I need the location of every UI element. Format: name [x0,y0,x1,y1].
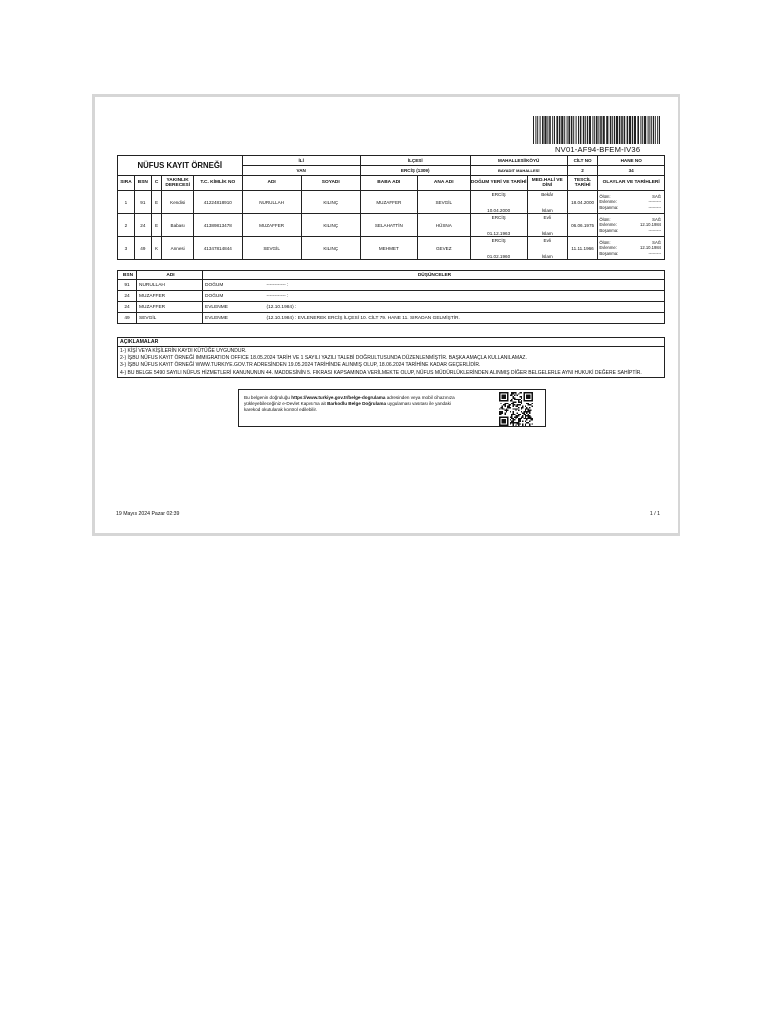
cell-c: E [151,191,162,214]
table-row [118,214,665,237]
header-il: İLİ [242,156,360,166]
note-aciklama: ------------ : [265,291,665,302]
document-page [95,97,678,533]
medeni-hal: Evli [543,237,551,243]
value-evlenme: 12.10.1984 [640,245,661,251]
explanations-box [117,337,665,378]
note-olay: EVLENME [203,302,265,313]
verify-text-part: Bu belgenin doğruluğu [244,395,292,400]
dogum-yeri: ERCİŞ [491,237,506,243]
note-olay: EVLENME [203,313,265,324]
label-olum: Ölüm: [599,239,611,245]
list-item [118,291,665,302]
col-tescil: TESCİL TARİHİ [567,176,598,191]
explanation-line: 4-) BU BELGE 5490 SAYILI NÜFUS HİZMETLERİ KANUNUNUN 44. MADDESİNİN 5. FIKRASI KAPSAMINDA VERİLMEKTE OLUP, NÜFUS MÜDÜRLÜKLERİNDEN ALINMIŞ DİĞER BELGELERLE AYNI HUKUKİ DEĞERE SAHİPTİR. [120,369,642,376]
note-aciklama: (12.10.1984) : [265,302,665,313]
cell-soyadi: KILINÇ [301,237,360,260]
col-baba: BABA ADI [360,176,417,191]
cell-olaylar [598,191,665,214]
value-bosanma: --------- [648,227,661,233]
explanation-line: 3-) İŞBU NÜFUS KAYIT ÖRNEĞİ WWW.TURKIYE.GOV.TR ADRESİNDEN 19.05.2024 TARİHİNDE ALINMIŞ OLUP, 18.06.2024 TARİHİNE KADAR GEÇERLİDİR. [120,362,481,369]
col-yakinlik: YAKINLIK DERECESİ [162,176,194,191]
header-ilce: İLÇESİ [360,156,470,166]
value-bosanma: --------- [648,250,661,256]
note-olay: DOĞUM [203,280,265,291]
value-evlenme: --------- [648,199,661,205]
cell-medhal [527,191,567,214]
col-adi: ADI [242,176,301,191]
label-bosanma: Boşanma: [599,204,619,210]
col-ana: ANA ADI [417,176,470,191]
list-item [118,280,665,291]
note-adi: SEVGİL [137,313,203,324]
verification-box [238,389,546,427]
cell-tc: 41347814844 [194,237,243,260]
cell-ana: SEVGİL [417,191,470,214]
cell-yakinlik: Kendisi [162,191,194,214]
note-bsn: 24 [118,302,137,313]
label-evlenme: Evlenme: [599,199,617,205]
label-bosanma: Boşanma: [599,227,619,233]
table-row [118,191,665,214]
note-adi: NURULLAH [137,280,203,291]
din: İslam [541,253,553,259]
cell-sira: 3 [118,237,135,260]
dogum-tarihi: 01.02.1960 [487,253,511,259]
note-adi: MUZAFFER [137,291,203,302]
notes-col-adi: ADI [137,271,203,280]
cell-dogum [470,191,527,214]
note-bsn: 24 [118,291,137,302]
barcode-image [533,116,661,144]
col-medhal: MED.HALİ VE DİNİ [527,176,567,191]
dogum-yeri: ERCİŞ [491,191,506,197]
cell-yakinlik: Babası [162,214,194,237]
cell-tescil: 18.04.2000 [567,191,598,214]
value-olum: SAĞ [652,193,661,199]
cell-soyadi: KILINÇ [301,191,360,214]
verify-text-part: adresinden veya mobil cihazınıza yükleyebileceğiniz e-Devlet Kapısı'na ait [244,395,455,407]
header-hane: HANE NO [598,156,665,166]
cell-adi: SEVGİL [242,237,301,260]
verification-link[interactable]: https://www.turkiye.gov.tr/belge-dogrulama [291,395,386,400]
cell-ana: HÜSNA [417,214,470,237]
value-mahalle: BAYADIT MAHALLESİ [470,166,567,176]
cell-tescil: 11.11.1966 [567,237,598,260]
dogum-yeri: ERCİŞ [491,214,506,220]
notes-col-dusunceler: DÜŞÜNCELER [203,271,665,280]
label-olum: Ölüm: [599,193,611,199]
header-mahalle: MAHALLESİ/KÖYÜ [470,156,567,166]
header-cilt: CİLT NO [567,156,598,166]
value-evlenme: 12.10.1984 [640,222,661,228]
col-tc: T.C. KİMLİK NO [194,176,243,191]
cell-adi: MUZAFFER [242,214,301,237]
barcode-number: NV01-AF94-BFEM-IV36 [555,145,641,154]
cell-c: K [151,237,162,260]
cell-tc: 41224818910 [194,191,243,214]
list-item [118,302,665,313]
label-evlenme: Evlenme: [599,245,617,251]
value-bosanma: --------- [648,204,661,210]
note-adi: MUZAFFER [137,302,203,313]
cell-olaylar [598,237,665,260]
cell-bsn: 91 [134,191,151,214]
cell-olaylar [598,214,665,237]
note-bsn: 49 [118,313,137,324]
note-bsn: 91 [118,280,137,291]
list-item [118,313,665,324]
din: İslam [541,207,553,213]
medeni-hal: Bekâr [541,191,554,197]
verification-app-name: Barkodlu Belge Doğrulama [327,401,387,407]
cell-dogum [470,214,527,237]
cell-sira: 1 [118,191,135,214]
cell-medhal [527,214,567,237]
din: İslam [541,230,553,236]
verification-text [244,395,464,414]
registry-table [117,155,665,260]
cell-bsn: 24 [134,214,151,237]
note-aciklama: (12.10.1984) : EVLENEREK ERCİŞ İLÇESİ 10. CİLT 79. HANE 11. SIRADAN GELMİŞTİR. [265,313,665,324]
verify-text-part: uygulaması vasıtası ile yandaki karekod okutularak kontrol edilebilir. [244,401,451,413]
cell-dogum [470,237,527,260]
value-olum: SAĞ [652,239,661,245]
document-title: NÜFUS KAYIT ÖRNEĞİ [118,156,243,176]
qr-code-icon [499,392,533,426]
cell-baba: MEHMET [360,237,417,260]
cell-tescil: 06.06.1975 [567,214,598,237]
cell-baba: SELAHATTİN [360,214,417,237]
col-c: C [151,176,162,191]
print-date: 19 Mayıs 2024 Pazar 02:39 [116,511,180,517]
label-bosanma: Boşanma: [599,250,619,256]
col-bsn: BSN [134,176,151,191]
note-olay: DOĞUM [203,291,265,302]
value-olum: SAĞ [652,216,661,222]
cell-bsn: 49 [134,237,151,260]
col-olaylar: OLAYLAR VE TARİHLERİ [598,176,665,191]
dogum-tarihi: 10.04.2000 [487,207,511,213]
cell-medhal [527,237,567,260]
cell-yakinlik: Annesi [162,237,194,260]
table-row [118,237,665,260]
label-olum: Ölüm: [599,216,611,222]
label-evlenme: Evlenme: [599,222,617,228]
value-ilce: ERCİŞ (1309) [360,166,470,176]
cell-soyadi: KILINÇ [301,214,360,237]
explanation-line: 2-) İŞBU NÜFUS KAYIT ÖRNEĞİ IMMIGRATION OFFICE 18.05.2024 TARİH VE 1 SAYILI YAZILI TALEBİ DOĞRULTUSUNDA DÜZENLENMİŞTİR. BAŞKA AMAÇLA KULLANILAMAZ. [120,354,527,361]
remarks-table [117,270,665,324]
col-soyadi: SOYADI [301,176,360,191]
cell-tc: 41389813478 [194,214,243,237]
value-hane: 34 [598,166,665,176]
explanations-title: AÇIKLAMALAR [118,338,664,347]
cell-sira: 2 [118,214,135,237]
dogum-tarihi: 01.12.1963 [487,230,511,236]
medeni-hal: Evli [543,214,551,220]
page-number: 1 / 1 [649,511,660,517]
cell-adi: NURULLAH [242,191,301,214]
cell-c: E [151,214,162,237]
col-sira: SIRA [118,176,135,191]
explanation-line: 1-) KİŞİ VEYA KİŞİLERİN KAYDI KÜTÜĞE UYGUNDUR. [120,347,247,354]
note-aciklama: ------------ : [265,280,665,291]
col-dogum: DOĞUM YERİ VE TARİHİ [470,176,527,191]
cell-baba: MUZAFFER [360,191,417,214]
cell-ana: GEVEZ [417,237,470,260]
value-cilt: 2 [567,166,598,176]
value-il: VAN [242,166,360,176]
notes-col-bsn: BSN [118,271,137,280]
